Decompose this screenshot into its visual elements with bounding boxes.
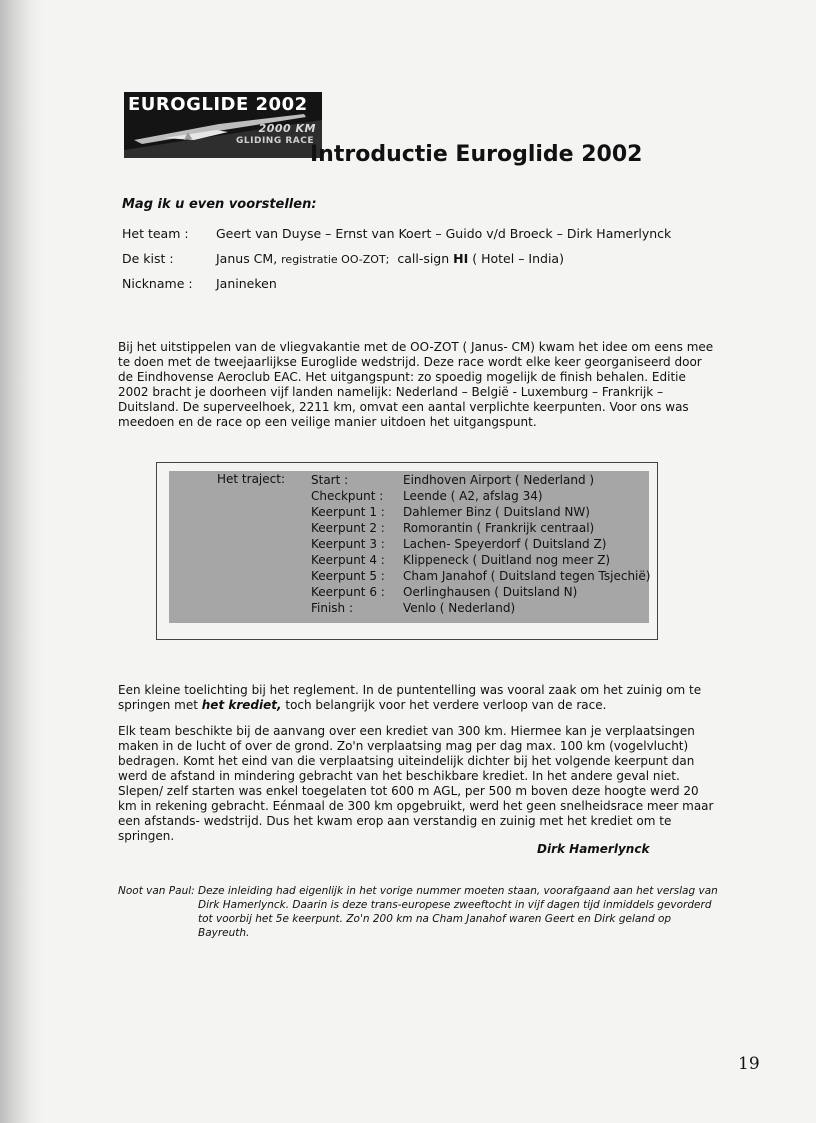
route-key: Finish :	[311, 601, 354, 615]
glider-callsign-label: call-sign	[389, 251, 454, 266]
route-row	[311, 472, 651, 488]
route-row	[311, 552, 651, 568]
binding-shadow	[0, 0, 44, 1123]
route-key: Keerpunt 2 :	[311, 521, 385, 535]
section-subheading: Mag ik u even voorstellen:	[122, 197, 317, 212]
route-value: Lachen- Speyerdorf ( Duitsland Z)	[403, 537, 607, 551]
route-row	[311, 536, 651, 552]
route-value: Klippeneck ( Duitland nog meer Z)	[403, 553, 611, 567]
route-row	[311, 520, 651, 536]
page-number: 19	[738, 1054, 760, 1074]
route-key: Keerpunt 6 :	[311, 585, 385, 599]
rules-emphasis: het krediet,	[201, 698, 282, 712]
route-value: Leende ( A2, afslag 34)	[403, 489, 543, 503]
route-value: Romorantin ( Frankrijk centraal)	[403, 521, 595, 535]
page-title: Introductie Euroglide 2002	[310, 142, 643, 167]
credit-paragraph: Elk team beschikte bij de aanvang over een krediet van 300 km. Hiermee kan je verplaatsingen maken in de lucht of over de grond. Zo'n verplaatsing mag per dag max. 100 km (vogelvlucht) bedragen. Komt het eind van die verplaatsing uiteindelijk dichter bij het volgende keerpunt dan werd de afstand in mindering gebracht van het beschikbare krediet. In het andere geval niet. Slepen/ zelf starten was enkel toegelaten tot 600 m AGL, per 500 m boven deze hoogte werd 20 km in rekening gebracht. Eénmaal de 300 km opgebruikt, werd het geen snelheidsrace meer maar een afstands- wedstrijd. Dus het kwam erop aan verstandig en zuinig met het krediet om te springen.	[118, 724, 714, 843]
route-key: Start :	[311, 473, 349, 487]
route-row	[311, 568, 651, 584]
editor-note	[118, 884, 718, 940]
logo-title: EUROGLIDE 2002	[128, 94, 308, 115]
team-members: Geert van Duyse – Ernst van Koert – Guido v/d Broeck – Dirk Hamerlynck	[216, 226, 672, 241]
author-signature: Dirk Hamerlynck	[537, 842, 650, 856]
route-value: Cham Janahof ( Duitsland tegen Tsjechië)	[403, 569, 651, 583]
route-key: Checkpunt :	[311, 489, 384, 503]
rules-text-end: toch belangrijk voor het verdere verloop van de race.	[281, 698, 607, 712]
editor-note-first-line: Noot van Paul: Deze inleiding had eigenlijk in het vorige nummer moeten staan, voorafgaand aan het verslag van	[118, 885, 718, 897]
nickname-label: Nickname :	[122, 276, 193, 291]
euroglide-logo	[124, 92, 322, 158]
route-key: Keerpunt 5 :	[311, 569, 385, 583]
rules-text-start: Een kleine toelichting bij het reglement. In de puntentelling was vooral zaak om het zuinig om te springen met	[118, 683, 702, 712]
glider-callsign: HI	[453, 251, 469, 266]
route-row	[311, 584, 651, 600]
route-label: Het traject:	[217, 472, 285, 486]
route-row	[311, 488, 651, 504]
route-value: Dahlemer Binz ( Duitsland NW)	[403, 505, 590, 519]
editor-note-rest: Dirk Hamerlynck. Daarin is deze trans-europese zweeftocht in vijf dagen tijd inmiddels gevorderd tot voorbij het 5e keerpunt. Zo'n 200 km na Cham Janahof waren Geert en Dirk geland op Bayreuth.	[198, 899, 712, 939]
route-row	[311, 600, 651, 616]
intro-paragraph: Bij het uitstippelen van de vliegvakantie met de OO-ZOT ( Janus- CM) kwam het idee om eens mee te doen met de tweejaarlijkse Euroglide wedstrijd. Deze race wordt elke keer georganiseerd door de Eindhovense Aeroclub EAC. Het uitgangspunt: zo spoedig mogelijk de finish behalen. Editie 2002 bracht je doorheen vijf landen namelijk: Nederland – België - Luxemburg – Frankrijk – Duitsland. De superveelhoek, 2211 km, omvat een aantal verplichte keerpunten. Voor ons was meedoen en de race op een veilige manier uitdoen het uitgangspunt.	[118, 340, 714, 429]
glider-type: Janus CM,	[216, 251, 282, 266]
glider-value	[216, 251, 564, 266]
logo-distance: 2000 KM	[258, 122, 316, 135]
nickname-value: Janineken	[216, 276, 277, 291]
route-value: Eindhoven Airport ( Nederland )	[403, 473, 595, 487]
route-table	[169, 471, 649, 623]
route-key: Keerpunt 1 :	[311, 505, 385, 519]
route-box	[156, 462, 658, 640]
route-key: Keerpunt 3 :	[311, 537, 385, 551]
rules-paragraph	[118, 683, 716, 713]
route-row	[311, 504, 651, 520]
route-key: Keerpunt 4 :	[311, 553, 385, 567]
route-value: Oerlinghausen ( Duitsland N)	[403, 585, 578, 599]
glider-registration: registratie OO-ZOT;	[281, 253, 390, 266]
glider-callsign-meaning: ( Hotel – India)	[468, 251, 564, 266]
team-label: Het team :	[122, 226, 189, 241]
glider-label: De kist :	[122, 251, 174, 266]
logo-subtitle: GLIDING RACE	[236, 136, 314, 146]
route-value: Venlo ( Nederland)	[403, 601, 516, 615]
